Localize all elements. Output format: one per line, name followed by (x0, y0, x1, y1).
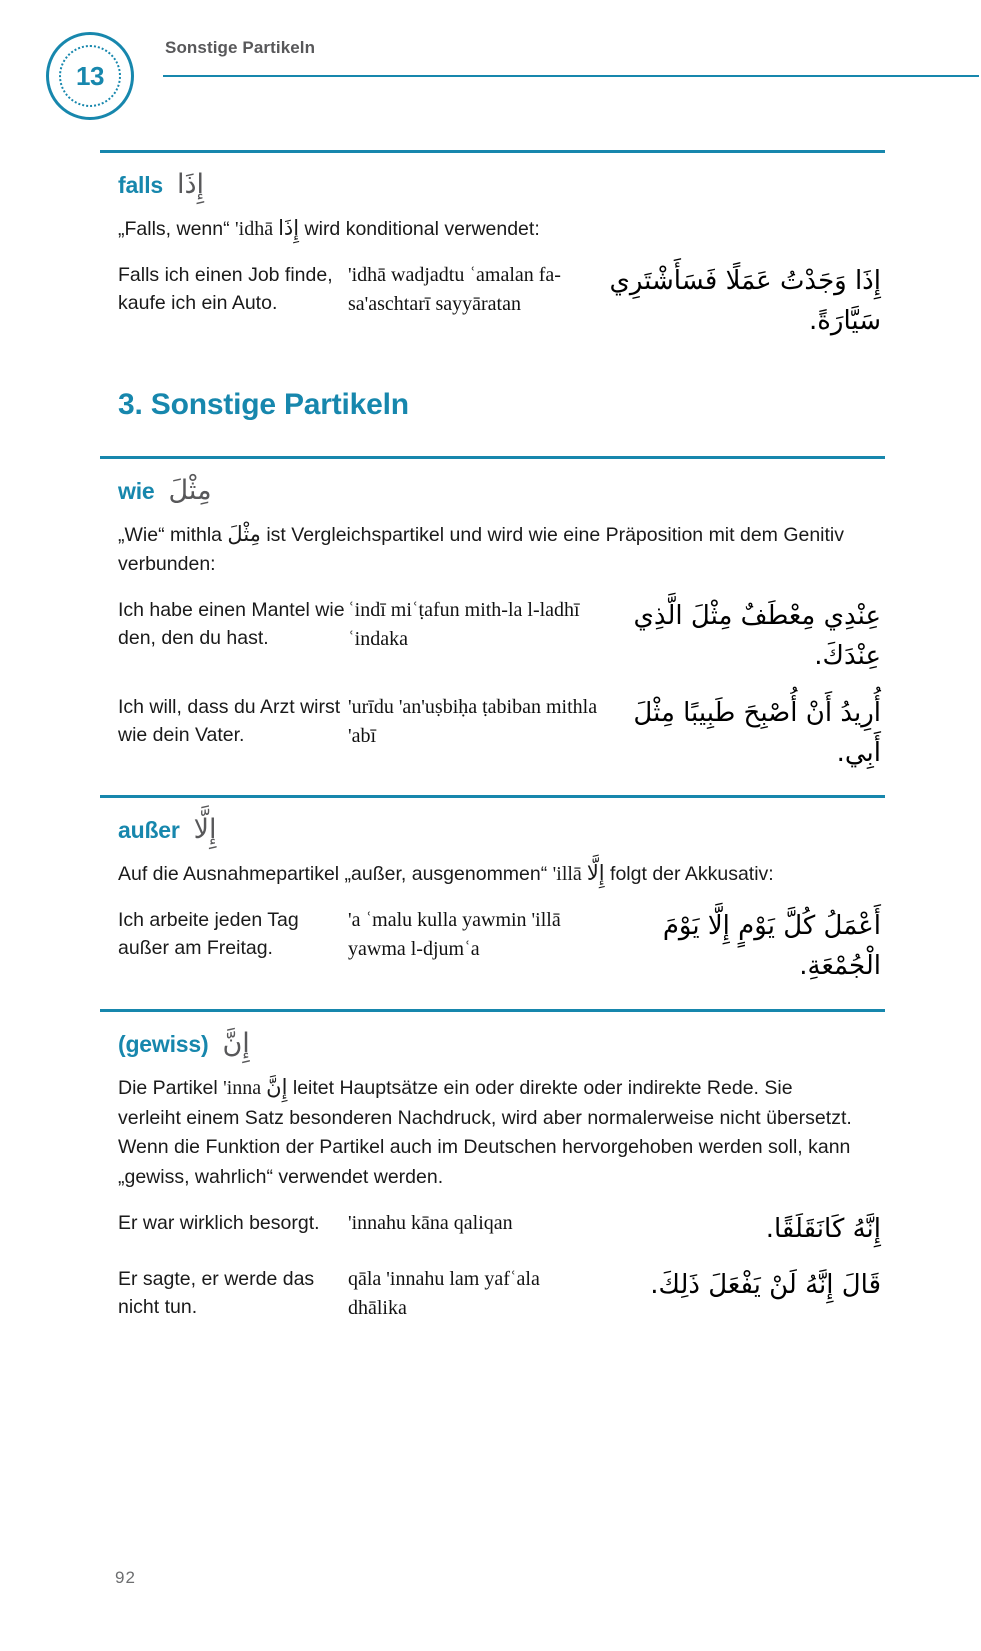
example-german: Ich arbeite jeden Tag außer am Freitag. (118, 909, 299, 960)
example-row (118, 1265, 885, 1323)
entry-term-ar: مِثْلَ (168, 474, 212, 506)
example-transliteration: 'idhā wadjadtu ʿamalan fa-sa'aschtarī sayyāratan (348, 263, 561, 315)
example-row (118, 261, 885, 342)
section-divider-gewiss (100, 1009, 885, 1012)
chapter-badge (46, 32, 134, 120)
section-divider-ausser (100, 795, 885, 798)
example-arabic: إِذَا وَجَدْتُ عَمَلًا فَسَأَشْتَرِي سَيَّارَةً. (609, 265, 881, 337)
entry-heading-falls (118, 171, 885, 199)
entry-term-ar: إِنَّ (222, 1027, 250, 1059)
entry-description-ausser (118, 858, 858, 890)
example-transliteration: 'a ʿmalu kulla yawmin 'illā yawma l-djumʿa (348, 909, 561, 961)
entry-heading-wie (118, 474, 885, 506)
desc-arabic: إِلَّا (586, 861, 605, 886)
page-content (100, 150, 885, 1323)
example-row (118, 906, 885, 987)
section-divider-falls (100, 150, 885, 153)
running-head-title: Sonstige Partikeln (165, 38, 316, 57)
example-arabic: قَالَ إِنَّهُ لَنْ يَفْعَلَ ذَلِكَ. (650, 1269, 881, 1300)
desc-arabic: مِثْلَ (227, 521, 261, 546)
example-transliteration: 'urīdu 'an'uṣbiḥa ṭabiban mithla 'abī (348, 695, 598, 747)
desc-translit: 'illā (552, 863, 587, 886)
entry-description-wie (118, 519, 858, 581)
example-german: Ich habe einen Mantel wie den, den du hast. (118, 599, 345, 650)
example-transliteration: 'innahu kāna qaliqan (348, 1211, 513, 1234)
example-german: Er sagte, er werde das nicht tun. (118, 1267, 315, 1319)
desc-text-before: Auf die Ausnahmepartikel „außer, ausgenommen“ (118, 863, 553, 886)
example-german: Ich will, dass du Arzt wirst wie dein Vater. (118, 695, 341, 746)
example-transliteration: qāla 'innahu lam yafʿala dhālika (348, 1267, 540, 1319)
desc-text-after: folgt der Akkusativ: (604, 863, 774, 886)
desc-text-before: „Wie“ mithla (118, 523, 228, 546)
entry-term-de: falls (118, 172, 164, 198)
desc-arabic: إِذَا (278, 216, 300, 240)
entry-term-de: (gewiss) (118, 1030, 209, 1057)
page-number: 92 (115, 1568, 136, 1587)
desc-text-after: ist Vergleichspartikel und wird wie eine Präposition mit dem Genitiv verbunden: (118, 523, 845, 576)
entry-term-de: wie (118, 477, 155, 504)
entry-term-ar: إِذَا (177, 169, 205, 200)
desc-text-after: wird konditional verwendet: (299, 218, 540, 240)
entry-description-falls (118, 213, 858, 245)
example-arabic: أَعْمَلُ كُلَّ يَوْمٍ إِلَّا يَوْمَ الْجُمْعَةِ. (662, 911, 881, 982)
chapter-number: 13 (76, 61, 104, 91)
desc-translit: 'inna (223, 1076, 267, 1099)
entry-heading-gewiss (118, 1027, 885, 1059)
example-list-gewiss (118, 1209, 885, 1323)
entry-term-de: außer (118, 817, 180, 844)
desc-translit: 'idhā (235, 218, 279, 240)
header-divider (163, 75, 979, 77)
example-arabic: عِنْدِي مِعْطَفٌ مِثْلَ الَّذِي عِنْدَكَ. (633, 601, 881, 672)
example-german: Er war wirklich besorgt. (118, 1211, 320, 1234)
example-row (118, 596, 885, 677)
desc-text-before: „Falls, wenn“ (118, 218, 236, 240)
desc-text-after: leitet Hauptsätze ein oder direkte oder indirekte Rede. Sie verleiht einem Satz besonderen Nachdruck, wird aber normalerweise nicht übersetzt. Wenn die Funktion der Partikel auch im Deutschen hervorgehoben werden soll, kann „gewiss, wahrlich“ verwendet werden. (118, 1076, 852, 1188)
example-row (118, 693, 885, 774)
entry-term-ar: إِلَّا (193, 814, 217, 846)
section-title: 3. Sonstige Partikeln (118, 387, 409, 421)
example-list-ausser (118, 906, 885, 987)
entry-heading-ausser (118, 816, 885, 844)
example-list-wie (118, 596, 885, 773)
example-list-falls (118, 261, 885, 342)
desc-arabic: إِنَّ (266, 1074, 288, 1099)
section-divider-wie (100, 456, 885, 459)
example-arabic: إِنَّهُ كَانَقَلَقًا. (765, 1213, 881, 1244)
entry-description-gewiss (118, 1072, 858, 1193)
example-german: Falls ich einen Job finde, kaufe ich ein Auto. (118, 263, 333, 315)
example-arabic: أُرِيدُ أَنْ أُصْبِحَ طَبِيبًا مِثْلَ أَبِي. (633, 697, 881, 768)
page-header (0, 0, 981, 130)
desc-text-before: Die Partikel (118, 1076, 224, 1099)
example-transliteration: ʿindī miʿṭafun mith-la l-ladhī ʿindaka (348, 599, 580, 651)
example-row (118, 1209, 885, 1249)
